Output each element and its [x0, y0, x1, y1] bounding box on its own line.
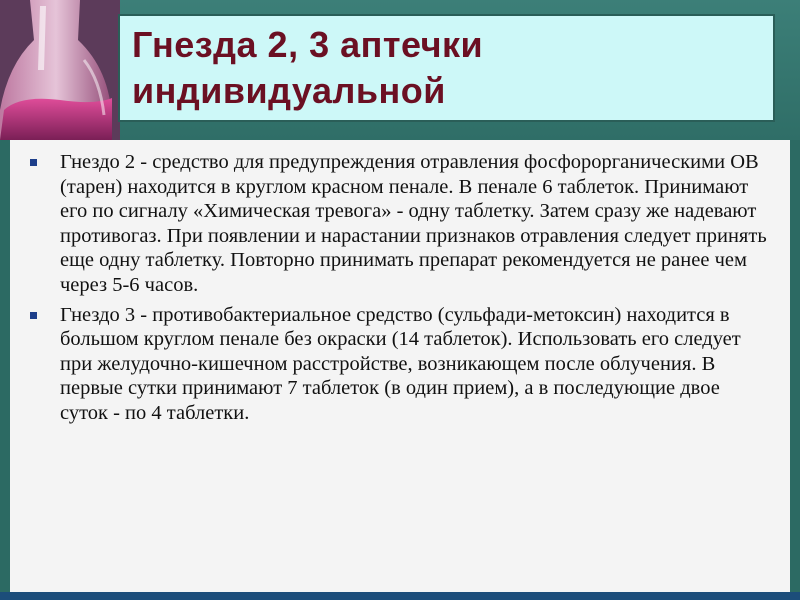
square-bullet-icon	[30, 312, 37, 319]
slide-title: Гнезда 2, 3 аптечки индивидуальной	[132, 24, 484, 111]
bullet-text: Гнездо 2 - средство для предупреждения отравления фосфорорганическими ОВ (тарен) находится в круглом красном пенале. В пенале 6 таблеток. Принимают его по сигналу «Химическая тревога» - одну таблетку. Затем сразу же надевают противогаз. При появлении и нарастании признаков отравления следует принять еще одну таблетку. Повторно принимать препарат рекомендуется не ранее чем через 5-6 часов.	[60, 151, 767, 296]
square-bullet-icon	[30, 159, 37, 166]
bottom-strip	[0, 592, 800, 600]
flask-image	[0, 0, 120, 140]
bullet-list	[10, 150, 790, 426]
bullet-text: Гнездо 3 - противобактериальное средство (сульфади-метоксин) находится в большом круглом пенале без окраски (14 таблеток). Использовать его следует при желудочно-кишечном расстройстве, возникающем после облучения. В первые сутки принимают 7 таблеток (в один прием), а в последующие двое суток - по 4 таблетки.	[60, 303, 741, 424]
title-box	[118, 14, 775, 122]
list-item	[10, 150, 790, 298]
content-panel	[10, 140, 790, 592]
list-item	[10, 303, 790, 426]
